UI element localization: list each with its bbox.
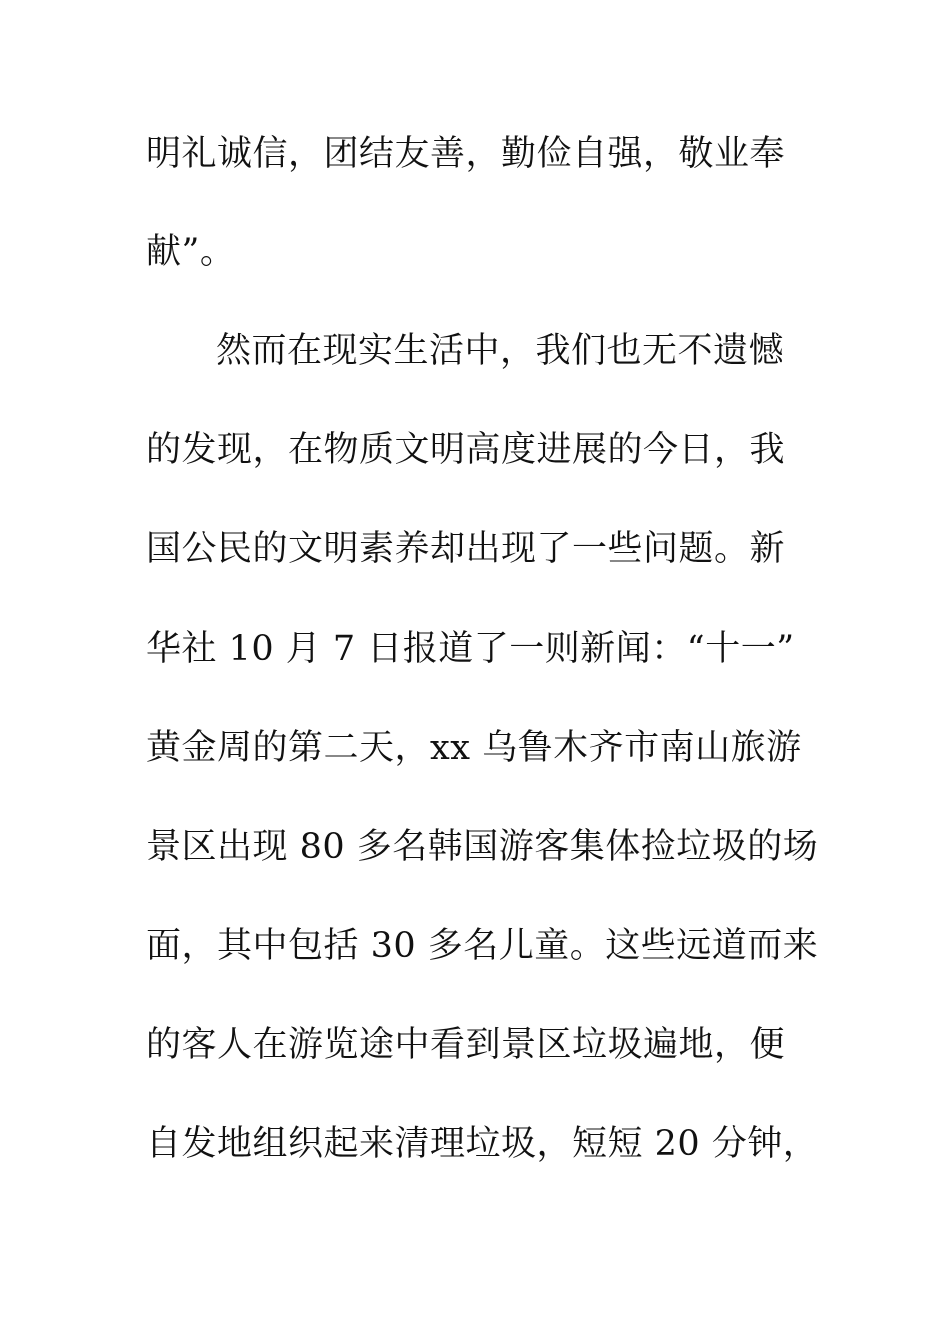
text-line-7: 黄金周的第二天，xx 乌鲁木齐市南山旅游 xyxy=(146,728,802,768)
text-line-11: 自发地组织起来清理垃圾，短短 20 分钟， xyxy=(146,1124,819,1164)
paragraph-start-line: 然而在现实生活中，我们也无不遗憾 xyxy=(216,331,785,371)
text-line-6: 华社 10 月 7 日报道了一则新闻：“十一” xyxy=(146,629,795,669)
text-line-8: 景区出现 80 多名韩国游客集体捡垃圾的场 xyxy=(146,827,819,867)
text-line-5: 国公民的文明素养却出现了一些问题。新 xyxy=(146,529,786,569)
text-line-10: 的客人在游览途中看到景区垃圾遍地，便 xyxy=(146,1025,786,1065)
text-line-1: 明礼诚信，团结友善，勤俭自强，敬业奉 xyxy=(146,134,786,174)
text-line-4: 的发现，在物质文明高度进展的今日，我 xyxy=(146,430,786,470)
text-line-2: 献”。 xyxy=(146,232,236,272)
text-line-9: 面，其中包括 30 多名儿童。这些远道而来 xyxy=(146,926,819,966)
